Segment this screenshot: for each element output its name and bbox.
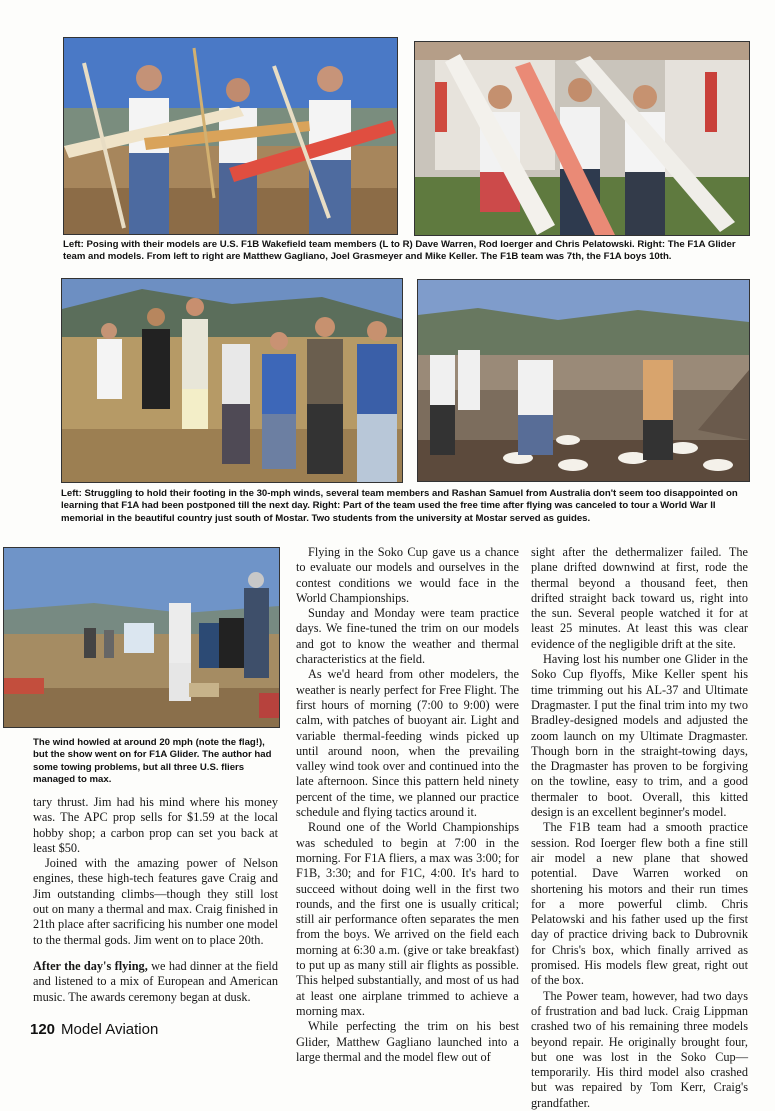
col2-paragraph-3: As we'd heard from other modelers, the weather is nearly perfect for Free Flight. The first hours of morning (7:00 to 9:00) were calm, with patches of buoyant air. Light and variable thermal-feeding winds picked up until around noon, when the prevailing valley wind took over and continued into the late afternoon. Since this pattern held ninety percent of the time, we planned our practice schedule and flying tactics around it.	[296, 667, 519, 820]
page-number: 120	[30, 1021, 56, 1038]
photo-team-jumping	[61, 278, 403, 483]
photo-f1a-team	[414, 41, 750, 236]
photo-f1b-team	[63, 37, 398, 235]
col2-paragraph-4: Round one of the World Championships was scheduled to begin at 7:00 in the morning. For F1A fliers, a max was 3:00; for F1B, 3:30; and for F1C, 4:00. It's hard to succeed without doing well in the first two rounds, and the first one is usually critical; still air performance often separates the men from the boys. We arrived on the field each morning at 6:30 a.m. (give or take breakfast) to put up as many still air flights as possible. This helped substantially, and most of us had at least one airplane trimmed to achieve a morning max.	[296, 820, 519, 1018]
col3-paragraph-3: The F1B team had a smooth practice session. Rod Ioerger flew both a fine still air model a new plane that showed potential. Dave Warren worked on shortening his motors and their run times for a more powerful climb. Chris Pelatowski and his father used up the first day of practice driving back to Dubrovnik for Chris's box, which finally arrived as promised. His models flew great, right out of the box.	[531, 820, 748, 988]
col1-paragraph-3	[33, 959, 278, 1005]
col2-paragraph-1: Flying in the Soko Cup gave us a chance to evaluate our models and ourselves in the contest conditions we would face in the World Championships.	[296, 545, 519, 605]
team-jumping-image	[62, 279, 402, 482]
caption-field: The wind howled at around 20 mph (note the flag!), but the show went on for F1A Glider. The author had some towing problems, but all three U.S. fliers managed to max.	[33, 737, 272, 786]
caption-top: Left: Posing with their models are U.S. F1B Wakefield team members (L to R) Dave Warren, Rod Ioerger and Chris Pelatowski. Right: The F1A Glider team and models. From left to right are Matthew Gagliano, Joel Grasmeyer and Mike Keller. The F1B team was 7th, the F1A boys 10th.	[63, 239, 736, 263]
col2-paragraph-2: Sunday and Monday were team practice days. We fine-tuned the trim on our models and got to know the weather and thermal characteristics at the field.	[296, 606, 519, 667]
photo-mostar-memorial	[417, 279, 750, 482]
col1-runin: After the day's flying,	[33, 958, 148, 973]
caption-middle: Left: Struggling to hold their footing in the 30-mph winds, several team members and Rashan Samuel from Australia don't seem too disappointed on learning that F1A had been postponed till the next day. Right: Part of the team used the free time after flying was canceled to tour a World War II memorial in the beautiful country just south of Mostar. Two students from the university at Mostar served as guides.	[61, 488, 738, 524]
col3-paragraph-2: Having lost his number one Glider in the Soko Cup flyoffs, Mike Keller spent his time trimming out his AL-37 and Ultimate Dragmaster. I put the final trim into my two Bradley-designed models and adjusted the zoom launch on my Ultimate Dragmaster. Though born in the straight-towing days, the Dragmaster has proven to be forgiving on the towline, easy to trim, and a good thermaler to boot. Overall, this kitted design is an excellent beginner's model.	[531, 652, 748, 820]
column-1	[33, 795, 278, 1005]
f1b-team-image	[64, 38, 397, 234]
col1-paragraph-3-text: we had dinner at the field and listened to a mix of European and American music. The awards ceremony began at dusk.	[33, 958, 278, 1004]
col2-paragraph-5: While perfecting the trim on his best Glider, Matthew Gagliano launched into a large thermal and the model flew out of	[296, 1019, 519, 1064]
magazine-name: Model Aviation	[61, 1021, 159, 1038]
column-3	[531, 545, 748, 1111]
col3-paragraph-1: sight after the dethermalizer failed. The plane drifted downwind at first, rode the thermal beyond a thousand feet, then drifted straight back toward us, right into the sun. Several people watched it for at least 25 minutes. At least this was clear evidence of the negligible drift at the site.	[531, 545, 748, 651]
photo-flying-field	[3, 547, 280, 728]
col1-paragraph-2: Joined with the amazing power of Nelson engines, these high-tech features gave Craig and Jim outstanding climbs—though they still lost out on many a thermal and max. Craig finished in 21th place after sacrificing his number one model to the thermal gods. Jim went on to place 20th.	[33, 856, 278, 947]
page-footer	[30, 1021, 158, 1038]
col1-paragraph-1: tary thrust. Jim had his mind where his money was. The APC prop sells for $1.59 at the local hobby shop; a carbon prop can set you back at least $50.	[33, 795, 278, 855]
col3-paragraph-4: The Power team, however, had two days of frustration and bad luck. Craig Lippman crashed two of his remaining three models beyond repair. He originally brought four, but one was lost in the Soko Cup—temporarily. His third model also crashed but was repaired by Tom Kerr, Craig's grandfather.	[531, 988, 748, 1110]
flying-field-image	[4, 548, 279, 727]
f1a-team-image	[415, 42, 749, 235]
mostar-memorial-image	[418, 280, 749, 481]
column-2	[296, 545, 519, 1065]
